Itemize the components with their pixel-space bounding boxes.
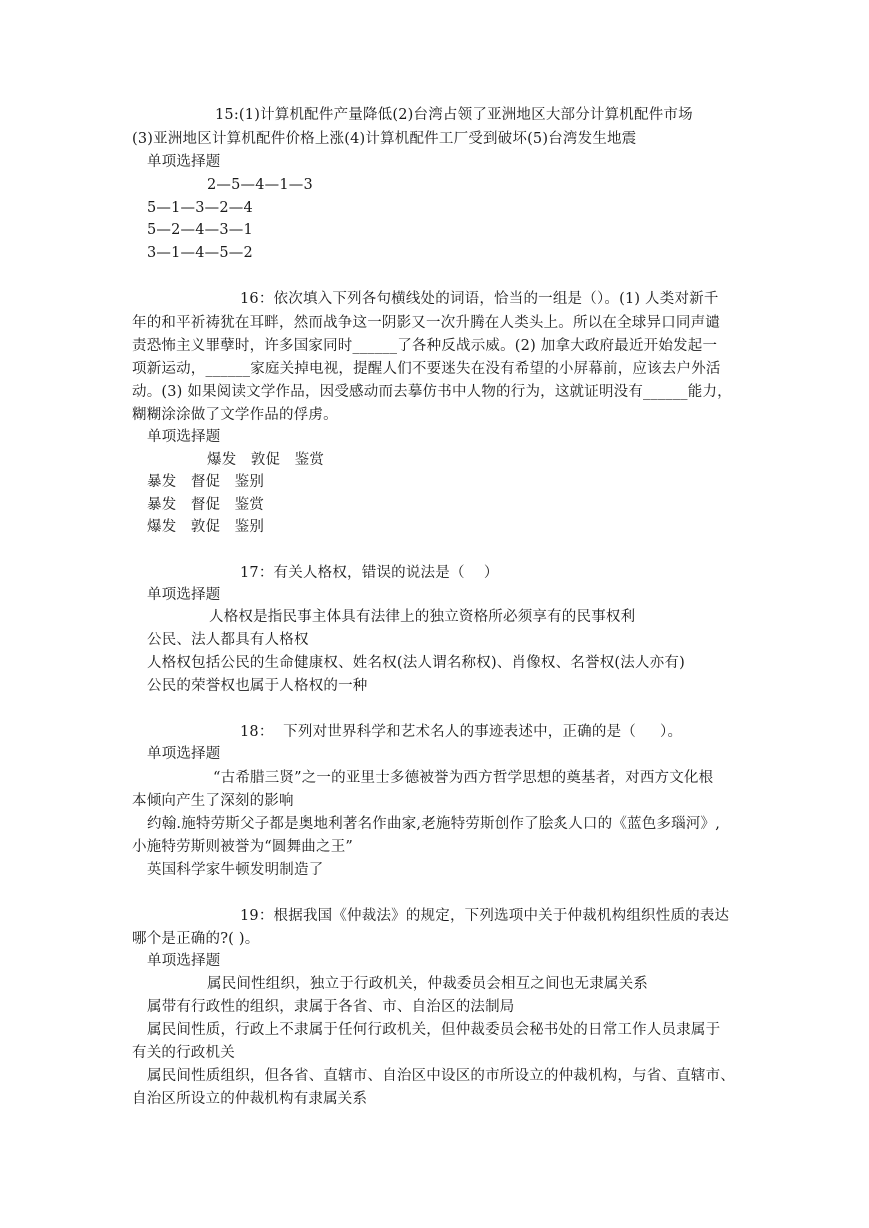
q15-stem-line-1: 15:(1)计算机配件产量降低(2)台湾占领了亚洲地区大部分计算机配件市场	[215, 107, 693, 123]
q15-option-a[interactable]: 2—5—4—1—3	[207, 177, 313, 193]
q16-question-type: 单项选择题	[147, 429, 221, 445]
q18-option-a-line-1[interactable]: “古希腊三贤”之一的亚里士多德被誉为西方哲学思想的奠基者，对西方文化根	[213, 770, 714, 786]
q18-option-a-line-2[interactable]: 本倾向产生了深刻的影响	[132, 793, 294, 809]
q19-option-d-line-2[interactable]: 自治区所设立的仲裁机构有隶属关系	[132, 1091, 368, 1107]
q17-question-type: 单项选择题	[147, 587, 221, 603]
q17-option-c[interactable]: 人格权包括公民的生命健康权、姓名权(法人谓名称权)、肖像权、名誉权(法人亦有)	[147, 655, 685, 671]
q16-option-c[interactable]: 暴发 督促 鉴赏	[147, 497, 265, 513]
q19-option-c-line-1[interactable]: 属民间性质，行政上不隶属于任何行政机关，但仲裁委员会秘书处的日常工作人员隶属于	[147, 1022, 721, 1038]
q19-option-b[interactable]: 属带有行政性的组织，隶属于各省、市、自治区的法制局	[147, 999, 515, 1015]
q16-stem-line-1: 16：依次填入下列各句横线处的词语，恰当的一组是（）。(1) 人类对新千	[240, 291, 719, 307]
q16-stem-line-5: 动。(3) 如果阅读文学作品，因受感动而去摹仿书中人物的行为，这就证明没有______能力，	[132, 384, 732, 400]
q16-option-b[interactable]: 暴发 督促 鉴别	[147, 474, 265, 490]
q18-stem: 18： 下列对世界科学和艺术名人的事迹表述中，正确的是（ ）。	[240, 724, 683, 740]
q15-option-b[interactable]: 5—1—3—2—4	[147, 200, 253, 216]
q17-option-b[interactable]: 公民、法人都具有人格权	[147, 632, 309, 648]
q19-question-type: 单项选择题	[147, 953, 221, 969]
q18-question-type: 单项选择题	[147, 746, 221, 762]
q19-stem-line-2: 哪个是正确的?( )。	[132, 931, 260, 947]
q18-option-b-line-1[interactable]: 约翰.施特劳斯父子都是奥地利著名作曲家,老施特劳斯创作了脍炙人口的《蓝色多瑙河》,	[147, 816, 721, 832]
q19-option-c-line-2[interactable]: 有关的行政机关	[132, 1045, 235, 1061]
q16-stem-line-3: 责恐怖主义罪孽时，许多国家同时______了各种反战示威。(2) 加拿大政府最近开始发起一	[132, 338, 718, 354]
q19-option-a[interactable]: 属民间性组织，独立于行政机关，仲裁委员会相互之间也无隶属关系	[207, 976, 648, 992]
q15-option-c[interactable]: 5—2—4—3—1	[147, 222, 253, 238]
q18-option-c[interactable]: 英国科学家牛顿发明制造了	[147, 862, 324, 878]
q17-stem: 17：有关人格权，错误的说法是（ ）	[240, 565, 499, 581]
q19-stem-line-1: 19：根据我国《仲裁法》的规定，下列选项中关于仲裁机构组织性质的表达	[240, 908, 730, 924]
q18-option-b-line-2[interactable]: 小施特劳斯则被誉为“圆舞曲之王”	[132, 839, 354, 855]
q16-option-d[interactable]: 爆发 敦促 鉴别	[147, 519, 265, 535]
q16-option-a[interactable]: 爆发 敦促 鉴赏	[207, 452, 325, 468]
q16-stem-line-4: 项新运动，______家庭关掉电视，提醒人们不要迷失在没有希望的小屏幕前，应该去户外活	[132, 361, 721, 377]
q19-option-d-line-1[interactable]: 属民间性质组织，但各省、直辖市、自治区中设区的市所设立的仲裁机构，与省、直辖市、	[147, 1068, 735, 1084]
q15-question-type: 单项选择题	[147, 154, 221, 170]
q15-option-d[interactable]: 3—1—4—5—2	[147, 245, 253, 261]
q17-option-a[interactable]: 人格权是指民事主体具有法律上的独立资格所必须享有的民事权利	[209, 609, 636, 625]
q17-option-d[interactable]: 公民的荣誉权也属于人格权的一种	[147, 678, 368, 694]
q16-stem-line-2: 年的和平祈祷犹在耳畔，然而战争这一阴影又一次升腾在人类头上。所以在全球异口同声谴	[132, 315, 720, 331]
q16-stem-line-6: 糊糊涂涂做了文学作品的俘虏。	[132, 407, 338, 423]
q15-stem-line-2: (3)亚洲地区计算机配件价格上涨(4)计算机配件工厂受到破坏(5)台湾发生地震	[132, 131, 637, 147]
